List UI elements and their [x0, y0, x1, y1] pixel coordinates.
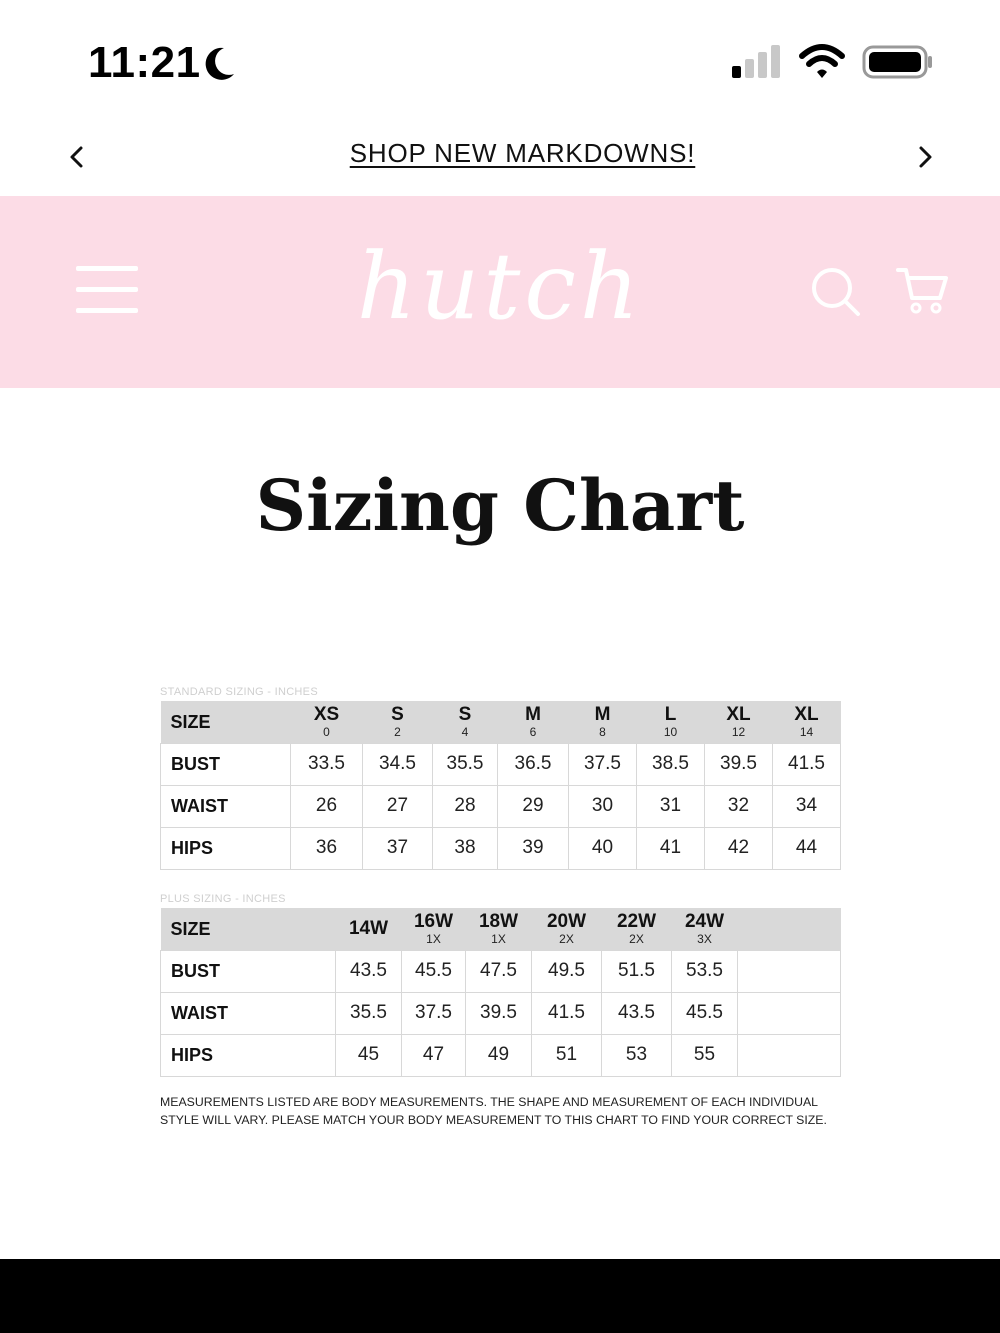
table-cell: 43.5 — [336, 950, 402, 992]
table-cell: 38 — [433, 827, 498, 869]
table-cell: 37.5 — [402, 992, 466, 1034]
table-cell: 49.5 — [532, 950, 602, 992]
table-row — [161, 992, 841, 1034]
promo-bar — [0, 120, 1000, 196]
battery-icon — [862, 44, 934, 80]
table-cell: 39.5 — [466, 992, 532, 1034]
table-cell: 31 — [637, 785, 705, 827]
table-cell: 47.5 — [466, 950, 532, 992]
table-cell: 35.5 — [433, 743, 498, 785]
table-cell: 34 — [773, 785, 841, 827]
table-cell: 39 — [498, 827, 569, 869]
size-column-header: XL 12 — [726, 704, 751, 740]
table-cell: 39.5 — [705, 743, 773, 785]
table-cell: 32 — [705, 785, 773, 827]
table-cell: 38.5 — [637, 743, 705, 785]
table-cell: 33.5 — [291, 743, 363, 785]
table-cell: 37.5 — [569, 743, 637, 785]
chevron-right-icon[interactable] — [910, 142, 940, 172]
table-cell: 49 — [466, 1034, 532, 1076]
plus-sizing-caption: PLUS SIZING - INCHES — [160, 893, 286, 905]
size-column-header: M 8 — [594, 704, 611, 740]
table-cell: 45 — [336, 1034, 402, 1076]
size-column-header: 24W 3X — [684, 911, 725, 947]
table-cell: 41 — [637, 827, 705, 869]
size-column-header: 14W — [348, 918, 389, 940]
table-cell: 51.5 — [602, 950, 672, 992]
size-column-header: 20W 2X — [546, 911, 587, 947]
wifi-icon — [798, 42, 846, 80]
table-cell: 37 — [363, 827, 433, 869]
status-time: 11:21 — [88, 38, 201, 87]
size-column-header: S 4 — [458, 704, 472, 740]
size-column-header: 16W 1X — [413, 911, 454, 947]
table-cell: 27 — [363, 785, 433, 827]
table-cell: 55 — [672, 1034, 738, 1076]
table-cell: 34.5 — [363, 743, 433, 785]
table-row — [161, 743, 841, 785]
empty-cell — [738, 992, 841, 1034]
size-column-header: M 6 — [525, 704, 541, 740]
row-label: BUST — [161, 950, 336, 992]
table-cell: 45.5 — [402, 950, 466, 992]
plus-sizing-table — [160, 908, 841, 1077]
table-cell: 35.5 — [336, 992, 402, 1034]
table-header-row — [161, 908, 841, 950]
size-header-label: SIZE — [170, 918, 211, 939]
table-cell: 44 — [773, 827, 841, 869]
table-cell: 45.5 — [672, 992, 738, 1034]
size-header-label: SIZE — [170, 711, 211, 732]
size-column-header: S 2 — [391, 704, 404, 740]
table-cell: 43.5 — [602, 992, 672, 1034]
row-label: HIPS — [161, 1034, 336, 1076]
table-cell: 42 — [705, 827, 773, 869]
moon-icon — [198, 44, 238, 84]
table-row — [161, 950, 841, 992]
table-cell: 51 — [532, 1034, 602, 1076]
cart-icon[interactable] — [894, 264, 950, 318]
status-bar — [0, 0, 1000, 120]
empty-header-cell — [738, 908, 841, 950]
table-cell: 26 — [291, 785, 363, 827]
table-row — [161, 827, 841, 869]
cellular-signal-icon — [730, 44, 784, 80]
brand-logo[interactable] — [300, 230, 700, 350]
hamburger-menu-icon[interactable] — [76, 266, 140, 314]
site-header — [0, 196, 1000, 388]
size-column-header: 22W 2X — [616, 911, 657, 947]
empty-cell — [738, 950, 841, 992]
measurement-note: MEASUREMENTS LISTED ARE BODY MEASUREMENTS. THE SHAPE AND MEASUREMENT OF EACH INDIVIDUAL STYLE WILL VARY. PLEASE MATCH YOUR BODY MEASUREMENT TO THIS CHART TO FIND YOUR CORRECT SIZE. — [160, 1095, 827, 1127]
table-cell: 41.5 — [532, 992, 602, 1034]
size-column-header: XL 14 — [794, 704, 819, 740]
logo-text: hutch — [356, 233, 644, 340]
bottom-bar — [0, 1259, 1000, 1333]
row-label: WAIST — [161, 785, 291, 827]
table-cell: 30 — [569, 785, 637, 827]
table-cell: 41.5 — [773, 743, 841, 785]
standard-sizing-table — [160, 701, 841, 870]
row-label: WAIST — [161, 992, 336, 1034]
table-row — [161, 1034, 841, 1076]
size-column-header: L 10 — [663, 704, 678, 740]
promo-link[interactable]: SHOP NEW MARKDOWNS! — [349, 138, 696, 168]
table-cell: 47 — [402, 1034, 466, 1076]
table-cell: 36.5 — [498, 743, 569, 785]
table-header-row — [161, 701, 841, 743]
size-column-header: XS 0 — [313, 704, 340, 740]
table-cell: 53.5 — [672, 950, 738, 992]
table-cell: 36 — [291, 827, 363, 869]
size-column-header: 18W 1X — [478, 911, 519, 947]
table-row — [161, 785, 841, 827]
page-title: Sizing Chart — [255, 464, 745, 547]
table-cell: 29 — [498, 785, 569, 827]
row-label: HIPS — [161, 827, 291, 869]
empty-cell — [738, 1034, 841, 1076]
search-icon[interactable] — [808, 264, 864, 320]
row-label: BUST — [161, 743, 291, 785]
table-cell: 53 — [602, 1034, 672, 1076]
table-cell: 40 — [569, 827, 637, 869]
table-cell: 28 — [433, 785, 498, 827]
standard-sizing-caption: STANDARD SIZING - INCHES — [160, 686, 318, 698]
